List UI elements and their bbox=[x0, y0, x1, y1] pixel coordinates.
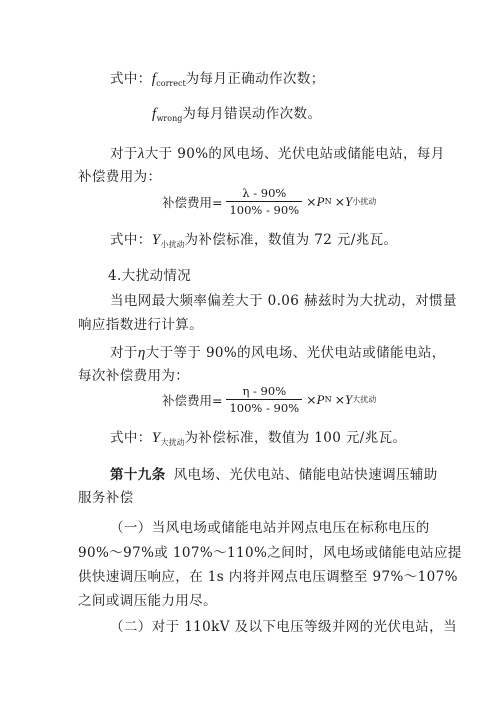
sub-large: 大扰动 bbox=[160, 438, 185, 447]
clause-1-line-4: 之间或调压能力用尽。 bbox=[78, 593, 217, 609]
text: 对于 bbox=[110, 345, 138, 361]
article-number: 第十九条 bbox=[110, 467, 166, 483]
numerator: η - 90% bbox=[242, 384, 287, 398]
label-prefix: 式中： bbox=[110, 232, 152, 248]
paragraph-eta-cont: 每次补偿费用为： bbox=[78, 368, 190, 384]
sub-n: N bbox=[324, 395, 332, 404]
clause-1-line-2: 90%～97%或 107%～110%之间时，风电场或储能电站应提 bbox=[78, 545, 462, 561]
fraction bbox=[226, 186, 302, 217]
sub-small: 小扰动 bbox=[160, 240, 185, 249]
article-19-heading bbox=[110, 465, 438, 485]
formula-small-disturbance bbox=[162, 186, 376, 217]
sub-small: 小扰动 bbox=[352, 197, 377, 206]
sub-correct: correct bbox=[156, 79, 186, 88]
paragraph-large-disturbance-cont: 响应指数进行计算。 bbox=[78, 317, 204, 333]
var-y: Y bbox=[345, 193, 353, 209]
definition-y-large bbox=[110, 428, 406, 453]
times: × bbox=[306, 194, 317, 209]
formula-label: 补偿费用= bbox=[162, 392, 223, 408]
sub-wrong: wrong bbox=[156, 114, 183, 123]
section-heading-4: 4.大扰动情况 bbox=[108, 268, 192, 284]
var-p: P bbox=[316, 193, 325, 209]
paragraph-lambda-cont: 补偿费用为： bbox=[78, 169, 162, 185]
definition-f-correct bbox=[110, 69, 325, 94]
numerator: λ - 90% bbox=[242, 186, 287, 200]
var-y: Y bbox=[345, 391, 353, 407]
times: × bbox=[334, 392, 346, 407]
text: 为每月错误动作次数。 bbox=[182, 106, 322, 122]
var-y: Y bbox=[151, 232, 161, 248]
formula-large-disturbance bbox=[162, 384, 376, 415]
sub-n: N bbox=[324, 197, 332, 206]
formula-label: 补偿费用= bbox=[162, 194, 223, 210]
symbol-lambda: λ bbox=[137, 146, 145, 162]
denominator: 100% - 90% bbox=[229, 203, 300, 217]
text: 为补偿标准，数值为 100 元/兆瓦。 bbox=[184, 430, 407, 446]
fraction bbox=[226, 384, 302, 415]
sub-large: 大扰动 bbox=[352, 395, 377, 404]
definition-f-wrong bbox=[152, 104, 321, 129]
paragraph-large-disturbance: 当电网最大频率偏差大于 0.06 赫兹时为大扰动，对惯量 bbox=[110, 293, 457, 309]
text: 为补偿标准，数值为 72 元/兆瓦。 bbox=[184, 232, 398, 248]
article-title: 风电场、光伏电站、储能电站快速调压辅助 bbox=[173, 467, 438, 483]
var-f: f bbox=[152, 106, 157, 122]
paragraph-lambda bbox=[110, 144, 445, 164]
clause-2-line-1: （二）对于 110kV 及以下电压等级并网的光伏电站，当 bbox=[110, 619, 457, 635]
clause-1-line-1: （一）当风电场或储能电站并网点电压在标称电压的 bbox=[110, 520, 430, 536]
denominator: 100% - 90% bbox=[229, 401, 300, 415]
var-y: Y bbox=[151, 430, 161, 446]
definition-y-small bbox=[110, 230, 397, 255]
paragraph-eta bbox=[110, 343, 446, 363]
var-f: f bbox=[151, 71, 157, 87]
text: 大于 90%的风电场、光伏电站或储能电站，每月 bbox=[144, 146, 445, 162]
text: 为每月正确动作次数； bbox=[185, 71, 325, 87]
symbol-eta: η bbox=[137, 345, 146, 361]
text: 对于 bbox=[110, 146, 138, 162]
times: × bbox=[334, 194, 346, 209]
article-19-heading-cont: 服务补偿 bbox=[78, 490, 134, 506]
times: × bbox=[306, 392, 317, 407]
text: 大于等于 90%的风电场、光伏电站或储能电站， bbox=[145, 345, 446, 361]
label-prefix: 式中： bbox=[110, 430, 152, 446]
var-p: P bbox=[316, 391, 325, 407]
clause-1-line-3: 供快速调压响应，在 1s 内将并网点电压调整至 97%～107% bbox=[78, 569, 458, 585]
label-prefix: 式中： bbox=[110, 71, 152, 87]
